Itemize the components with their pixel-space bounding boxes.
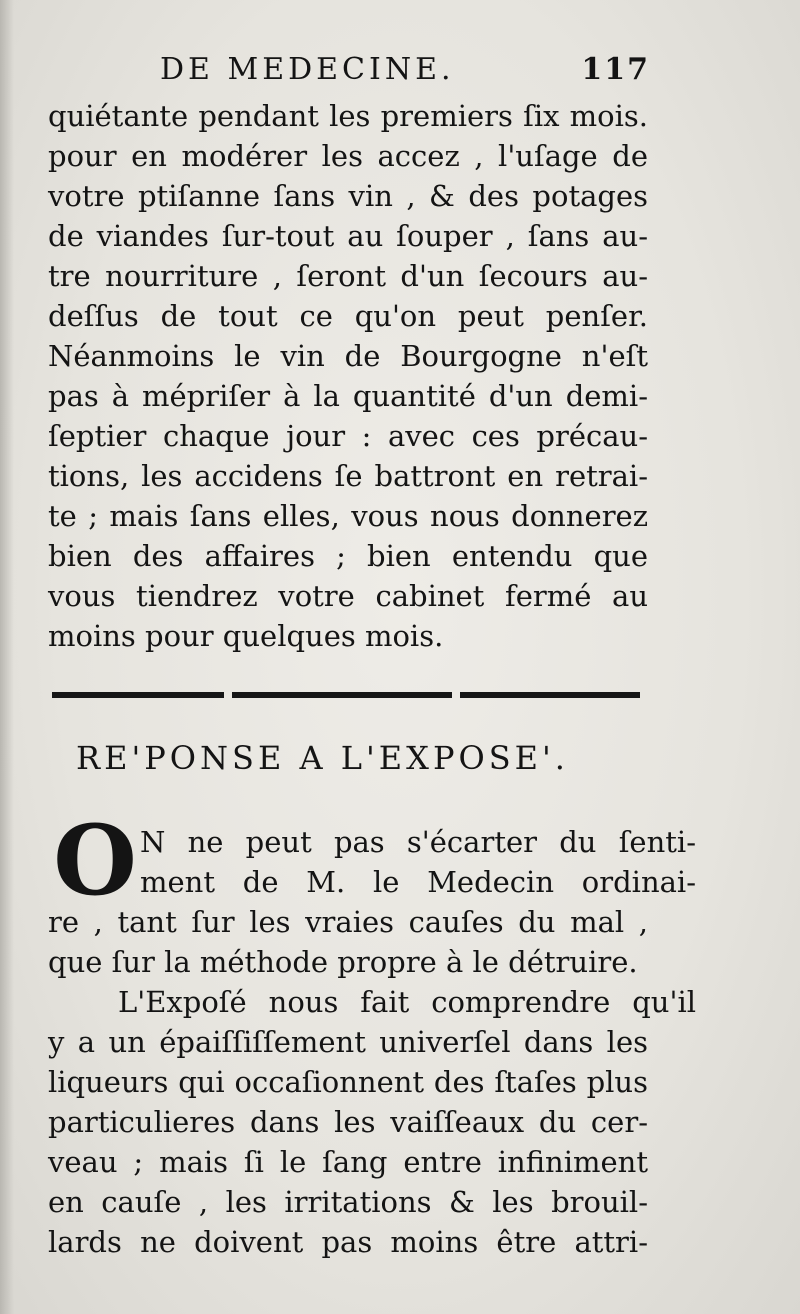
text-line: pas à mépriſer à la quantité d'un demi- bbox=[48, 379, 648, 413]
text-line: ſeptier chaque jour : avec ces précau- bbox=[48, 419, 648, 453]
section-heading: RE'PONSE A L'EXPOSE'. bbox=[76, 739, 569, 777]
text-line: Néanmoins le vin de Bourgogne n'eſt bbox=[48, 339, 648, 373]
page-header bbox=[160, 46, 650, 94]
text-line: particulieres dans les vaiſſeaux du cer- bbox=[48, 1105, 648, 1139]
text-line: te ; mais ſans elles, vous nous donnerez bbox=[48, 499, 648, 533]
text-line: liqueurs qui occaſionnent des ſtaſes plus bbox=[48, 1065, 648, 1099]
section-divider bbox=[52, 690, 640, 700]
text-line: veau ; mais ſi le ſang entre infiniment bbox=[48, 1145, 648, 1179]
text-line: bien des affaires ; bien entendu que bbox=[48, 539, 648, 573]
text-line: que ſur la méthode propre à le détruire. bbox=[48, 945, 638, 979]
text-line: moins pour quelques mois. bbox=[48, 619, 444, 653]
text-line: re , tant ſur les vraies cauſes du mal , bbox=[48, 905, 648, 939]
text-line: L'Expoſé nous fait comprendre qu'il bbox=[118, 985, 696, 1019]
page-number: 117 bbox=[581, 52, 650, 87]
text-line: quiétante pendant les premiers ſix mois. bbox=[48, 99, 648, 133]
text-line: y a un épaiſſiſſement univerſel dans les bbox=[48, 1025, 648, 1059]
text-line: en cauſe , les irritations & les brouil- bbox=[48, 1185, 648, 1219]
text-line: votre ptiſanne ſans vin , & des potages bbox=[48, 179, 648, 213]
text-line: lards ne doivent pas moins être attri- bbox=[48, 1225, 648, 1259]
text-line: deſſus de tout ce qu'on peut penſer. bbox=[48, 299, 648, 333]
text-line: tions, les accidens ſe battront en retrai- bbox=[48, 459, 648, 493]
running-title: DE MEDECINE. bbox=[160, 52, 455, 87]
divider-segment bbox=[232, 692, 452, 698]
text-line: pour en modérer les accez , l'uſage de bbox=[48, 139, 648, 173]
text-line: N ne peut pas s'écarter du ſenti- bbox=[140, 825, 696, 859]
text-line: tre nourriture , ſeront d'un ſecours au- bbox=[48, 259, 648, 293]
text-line: vous tiendrez votre cabinet fermé au bbox=[48, 579, 648, 613]
text-line: de viandes ſur-tout au ſouper , ſans au- bbox=[48, 219, 648, 253]
text-line: ment de M. le Medecin ordinai- bbox=[140, 865, 696, 899]
drop-cap-letter: O bbox=[53, 804, 137, 917]
divider-segment bbox=[460, 692, 640, 698]
divider-segment bbox=[52, 692, 224, 698]
